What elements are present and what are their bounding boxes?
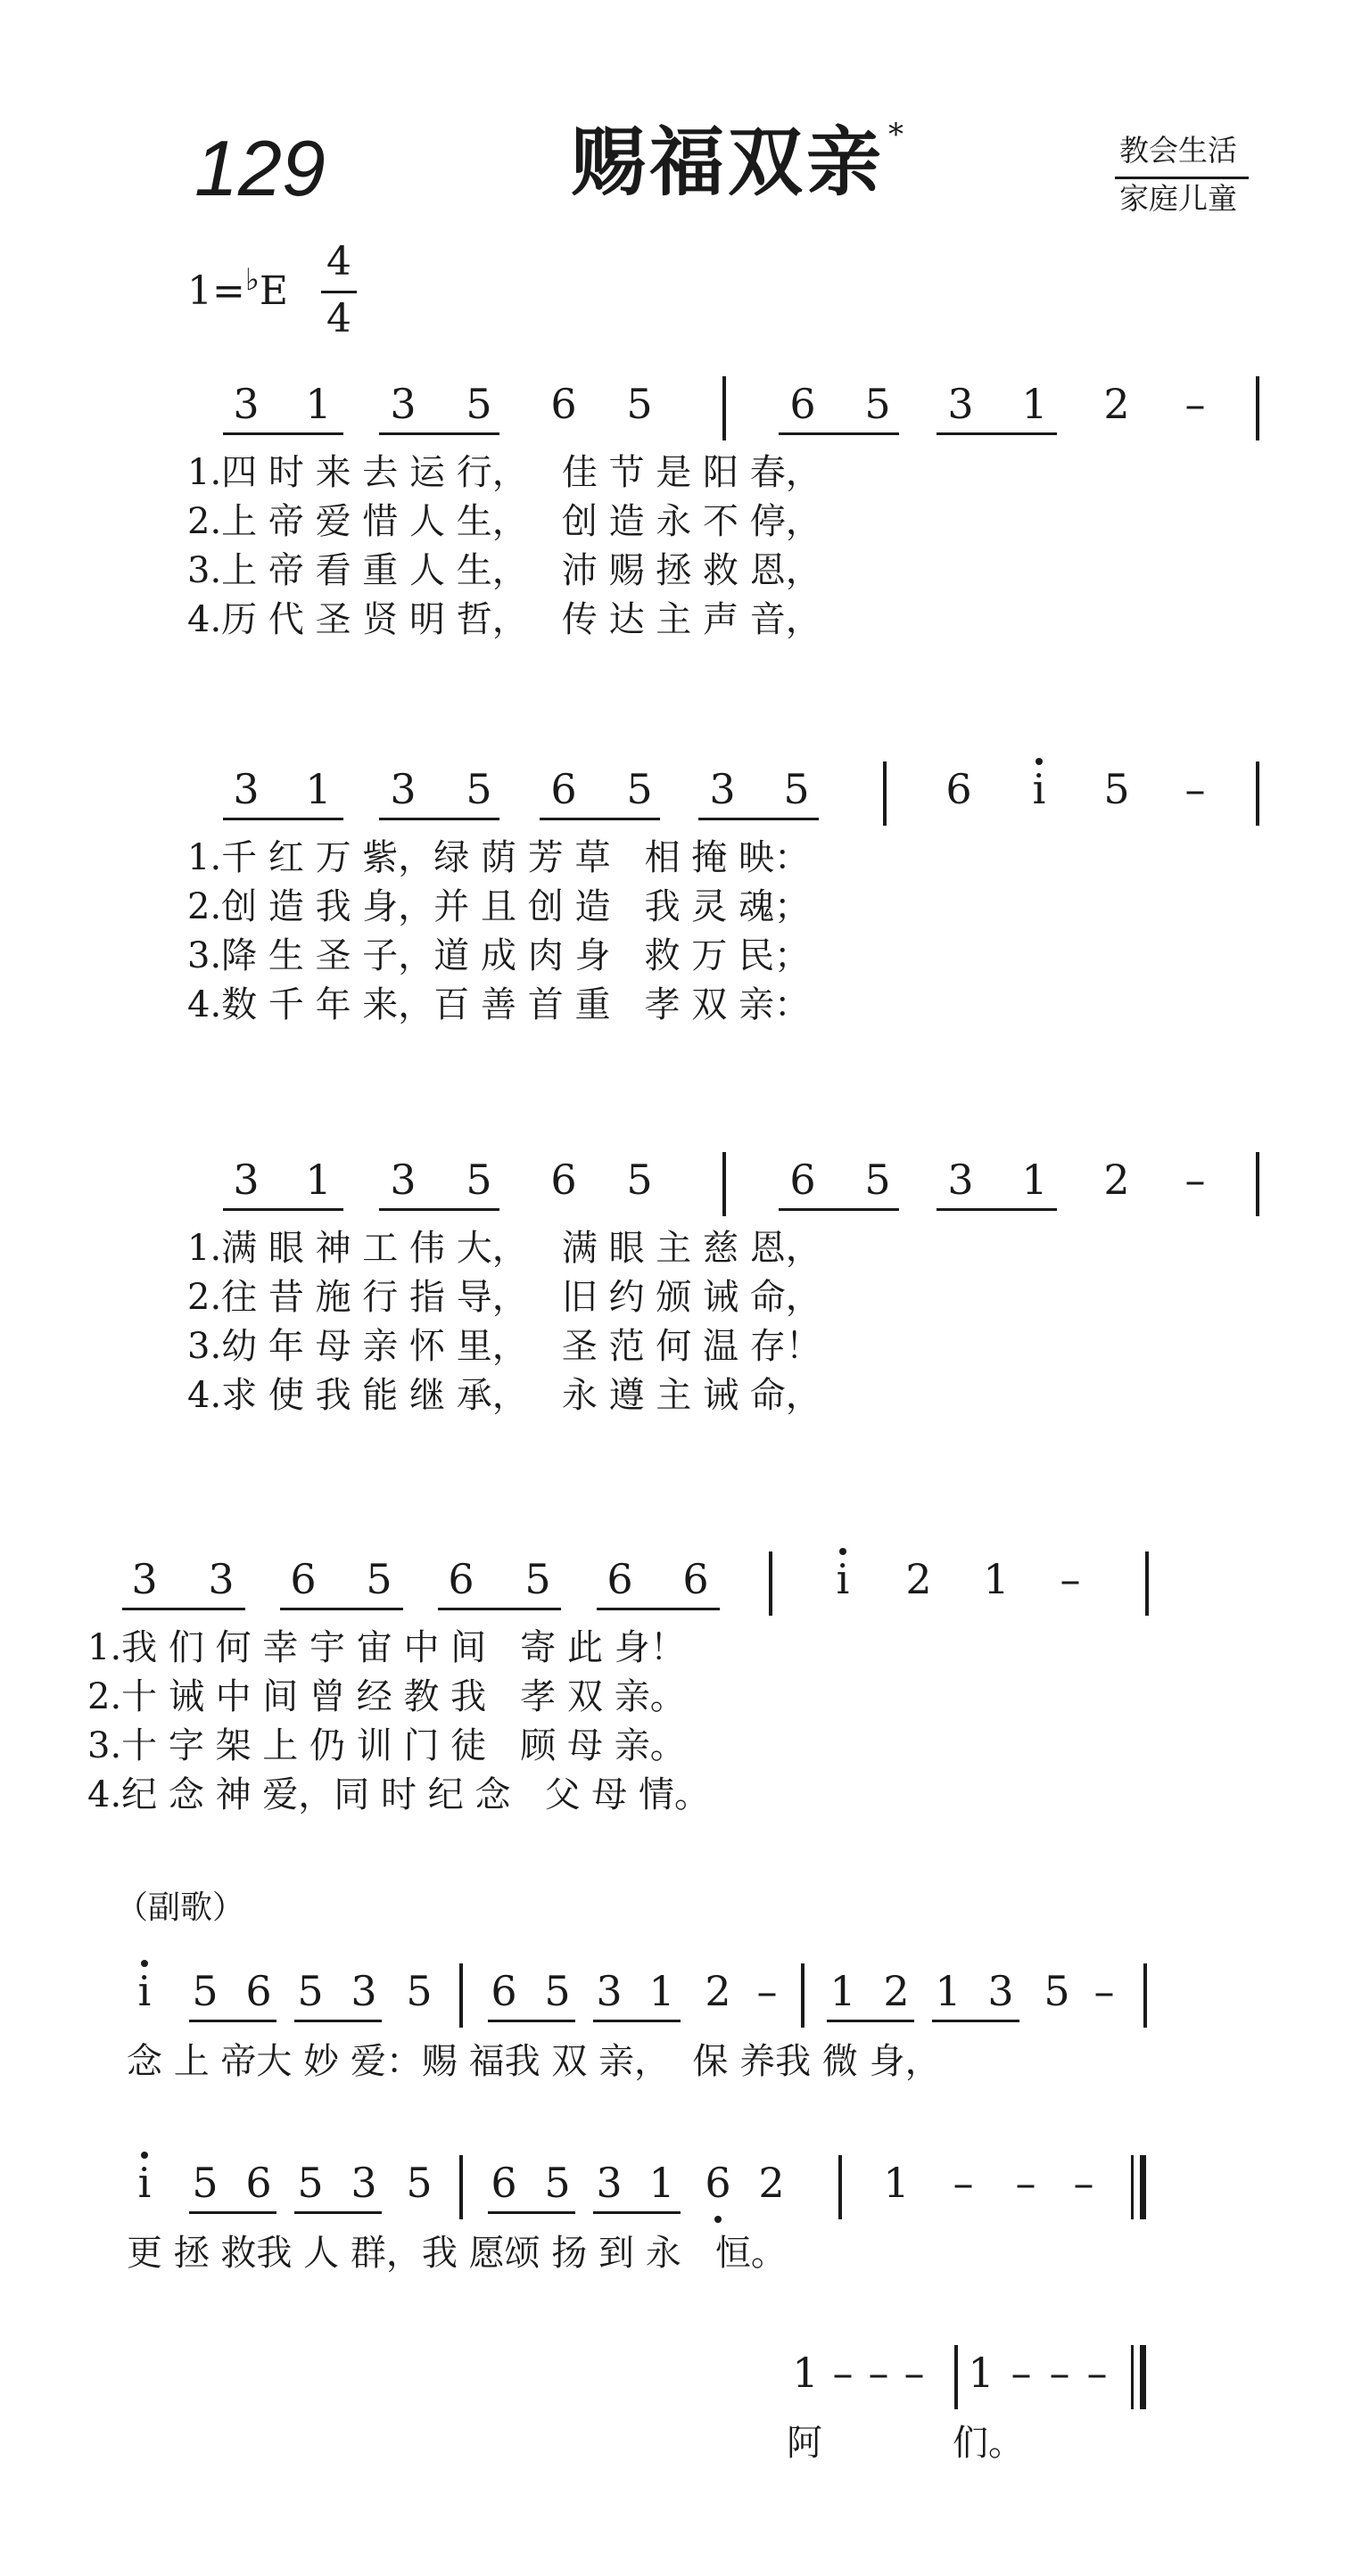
note: 6 [491, 2159, 517, 2207]
note: 6 [448, 1555, 474, 1603]
low-octave-dot [714, 2216, 722, 2223]
lyric-line: 1.满 眼 神 工 伟 大， 满 眼 主 慈 恩， [187, 1228, 821, 1269]
note: 3 [947, 1156, 974, 1204]
note: 1 [305, 765, 332, 813]
lyric-line: 3.上 帝 看 重 人 生， 沛 赐 拯 救 恩， [187, 550, 821, 591]
barline [1143, 1963, 1147, 2028]
lyric-line: 2.创 造 我 身，并 且 创 造 我 灵 魂； [187, 886, 811, 927]
note: 6 [550, 765, 577, 813]
time-signature-top: 4 [326, 239, 351, 284]
category-top: 教会生活 [1119, 134, 1237, 167]
barline [769, 1551, 772, 1616]
note: 3 [390, 380, 417, 428]
note: 5 [1103, 765, 1130, 813]
note: 2 [883, 1967, 910, 2015]
note: 6 [705, 2159, 731, 2207]
dash: – [1060, 1555, 1081, 1603]
note: 3 [351, 2159, 377, 2207]
note: 5 [864, 380, 891, 428]
dash: – [1049, 2349, 1070, 2397]
note: 5 [406, 1967, 433, 2015]
note: 2 [758, 2159, 785, 2207]
note: 1 [792, 2349, 819, 2397]
beam [488, 2211, 575, 2214]
note: 5 [192, 1967, 219, 2015]
note: 5 [297, 1967, 324, 2015]
lyric-line: 4.历 代 圣 贤 明 哲， 传 达 主 声 音， [187, 599, 821, 640]
note: 3 [390, 1156, 417, 1204]
lyric-line: 4.数 千 年 来，百 善 首 重 孝 双 亲： [187, 984, 811, 1025]
beam [294, 2211, 382, 2214]
note: 3 [709, 765, 736, 813]
hymn-title [571, 117, 908, 206]
note: 1 [305, 1156, 332, 1204]
amen-lyric-2: 们。 [953, 2423, 1024, 2464]
note: i [137, 1967, 152, 2015]
note: 3 [390, 765, 417, 813]
beam [827, 2020, 914, 2022]
amen-lyric-1: 阿 [787, 2423, 822, 2464]
note: 1 [983, 1555, 1010, 1603]
note: 6 [789, 1156, 816, 1204]
beam [593, 2020, 681, 2022]
barline [1256, 1152, 1259, 1216]
lyric-line: 4.纪 念 神 爱，同 时 纪 念 父 母 情。 [87, 1774, 711, 1815]
lyric-line: 1.我 们 何 幸 宇 宙 中 间 寄 此 身！ [87, 1627, 686, 1668]
dash: – [1015, 2159, 1036, 2207]
note: 5 [297, 2159, 324, 2207]
dash: – [1086, 2349, 1108, 2397]
note: 5 [466, 380, 492, 428]
time-signature-rule [321, 291, 357, 293]
note: 5 [626, 380, 653, 428]
lyric-line: 1.千 红 万 紫，绿 荫 芳 草 相 掩 映： [187, 837, 811, 878]
final-barline-thick [1140, 2155, 1146, 2219]
lyric-line: 2.上 帝 爱 惜 人 生， 创 造 永 不 停， [187, 501, 821, 542]
dash: – [953, 2159, 974, 2207]
note: 3 [131, 1555, 158, 1603]
note: 1 [935, 1967, 961, 2015]
chorus-label: （副歌） [116, 1889, 245, 1926]
note: 3 [596, 1967, 623, 2015]
barline [801, 1963, 805, 2028]
beam [937, 432, 1057, 435]
high-octave-dot [141, 1960, 148, 1967]
note: i [137, 2159, 152, 2207]
note: 3 [351, 1967, 377, 2015]
note: 6 [789, 380, 816, 428]
beam [488, 2020, 575, 2022]
lyric-line: 3.降 生 圣 子，道 成 肉 身 救 万 民； [187, 935, 811, 976]
beam [223, 432, 343, 435]
dash: – [832, 2349, 854, 2397]
note: 5 [544, 1967, 571, 2015]
beam [189, 2211, 276, 2214]
final-barline-thick [1140, 2345, 1146, 2409]
barline [883, 761, 887, 826]
note: 5 [626, 765, 653, 813]
beam [280, 1608, 403, 1610]
note: 2 [1103, 1156, 1130, 1204]
note: 1 [305, 380, 332, 428]
high-octave-dot [1036, 758, 1043, 765]
note: 1 [648, 1967, 675, 2015]
note: 6 [491, 1967, 517, 2015]
note: 6 [945, 765, 972, 813]
beam [540, 818, 660, 820]
barline [954, 2345, 958, 2409]
note: 1 [829, 1967, 856, 2015]
dash: – [756, 1967, 778, 2015]
note: 3 [596, 2159, 623, 2207]
note: 6 [682, 1555, 709, 1603]
note: 5 [783, 765, 810, 813]
note: 5 [864, 1156, 891, 1204]
final-barline-thin [1131, 2155, 1134, 2219]
lyric-line: 2.往 昔 施 行 指 导， 旧 约 颁 诫 命， [187, 1277, 821, 1318]
beam [379, 1208, 499, 1211]
dash: – [1011, 2349, 1032, 2397]
dash: – [1184, 380, 1206, 428]
note: 5 [192, 2159, 219, 2207]
note: 6 [245, 1967, 272, 2015]
high-octave-dot [839, 1548, 846, 1555]
beam [937, 1208, 1057, 1211]
beam [223, 1208, 343, 1211]
lyric-line: 念 上 帝大 妙 爱：赐 福我 双 亲， 保 养我 微 身， [127, 2041, 941, 2082]
note: 2 [1103, 380, 1130, 428]
note: i [836, 1555, 850, 1603]
note: 6 [606, 1555, 633, 1603]
note: 3 [987, 1967, 1014, 2015]
note: 5 [544, 2159, 571, 2207]
note: 5 [466, 765, 492, 813]
note: 6 [550, 1156, 577, 1204]
barline [459, 1963, 463, 2028]
note: 1 [968, 2349, 994, 2397]
dash: – [868, 2349, 889, 2397]
note: 3 [233, 380, 260, 428]
note: 3 [208, 1555, 235, 1603]
beam [379, 432, 499, 435]
beam [189, 2020, 276, 2022]
note: 3 [233, 1156, 260, 1204]
note: 1 [1021, 380, 1048, 428]
beam [779, 432, 899, 435]
lyric-line: 3.幼 年 母 亲 怀 里， 圣 范 何 温 存！ [187, 1326, 821, 1367]
category-bottom: 家庭儿童 [1119, 182, 1237, 215]
barline [1256, 376, 1259, 440]
beam [379, 818, 499, 820]
lyric-line: 更 拯 救我 人 群，我 愿颂 扬 到 永 恒。 [127, 2233, 787, 2274]
beam [593, 2211, 681, 2214]
flat-sign: ♭ [244, 262, 260, 298]
note: 5 [524, 1555, 551, 1603]
note: 1 [1021, 1156, 1048, 1204]
lyric-line: 1.四 时 来 去 运 行， 佳 节 是 阳 春， [187, 452, 821, 493]
beam [779, 1208, 899, 1211]
note: 1 [883, 2159, 910, 2207]
note: 1 [648, 2159, 675, 2207]
hymn-title-text: 赐福双亲 [571, 118, 886, 206]
note: 2 [705, 1967, 731, 2015]
note: 5 [626, 1156, 653, 1204]
note: 6 [290, 1555, 317, 1603]
dash: – [1184, 1156, 1206, 1204]
beam [698, 818, 819, 820]
dash: – [1073, 2159, 1094, 2207]
lyric-line: 3.十 字 架 上 仍 训 门 徒 顾 母 亲。 [87, 1725, 686, 1766]
time-signature-bottom: 4 [326, 296, 351, 342]
barline [1256, 761, 1259, 826]
beam [932, 2020, 1019, 2022]
hymn-number: 129 [194, 124, 326, 212]
beam [438, 1608, 561, 1610]
dash: – [1093, 1967, 1115, 2015]
beam [597, 1608, 720, 1610]
key-letter: E [259, 268, 289, 314]
beam [122, 1608, 245, 1610]
title-footnote-mark: * [888, 117, 908, 152]
dash: – [904, 2349, 925, 2397]
beam [294, 2020, 382, 2022]
dash: – [1184, 765, 1206, 813]
note: 5 [406, 2159, 433, 2207]
key-prefix: 1= [187, 268, 245, 314]
note: 3 [233, 765, 260, 813]
note: 6 [550, 380, 577, 428]
beam [223, 818, 343, 820]
lyric-line: 2.十 诫 中 间 曾 经 教 我 孝 双 亲。 [87, 1676, 686, 1717]
barline [722, 376, 726, 440]
barline [459, 2155, 463, 2219]
note: 3 [947, 380, 974, 428]
barline [1145, 1551, 1149, 1616]
note: 5 [366, 1555, 392, 1603]
barline [722, 1152, 726, 1216]
note: i [1032, 765, 1046, 813]
note: 5 [1044, 1967, 1070, 2015]
note: 6 [245, 2159, 272, 2207]
barline [838, 2155, 842, 2219]
final-barline-thin [1131, 2345, 1134, 2409]
lyric-line: 4.求 使 我 能 继 承， 永 遵 主 诫 命， [187, 1375, 821, 1416]
high-octave-dot [141, 2152, 148, 2159]
category-divider [1115, 177, 1249, 179]
key-signature [187, 262, 289, 314]
note: 2 [905, 1555, 932, 1603]
note: 5 [466, 1156, 492, 1204]
